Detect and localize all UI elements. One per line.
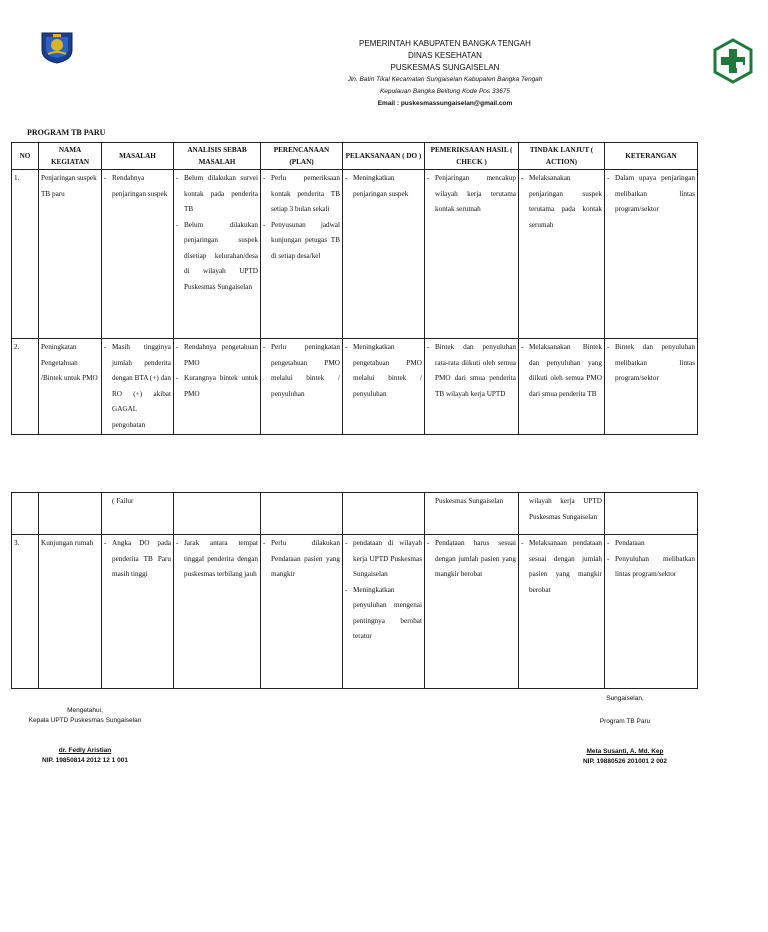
row-do: - Meningkatkan pengetahuan PMO melalui bintek / penyuluhan xyxy=(343,339,425,435)
list-item: Bintek dan penyuluhan melibatkan lintas program/sektor xyxy=(615,343,695,382)
list-item: Meningkatkan pengetahuan PMO melalui bintek / penyuluhan xyxy=(353,343,422,398)
row-no: 2. xyxy=(12,339,39,435)
list-item: Puskesmas Sungaiselan xyxy=(435,497,504,505)
list-item: Masih tingginya jumlah penderita dengan BTA (+) dan RO (+) akibat GAGAL pengobatan xyxy=(112,343,171,429)
row-kegiatan: Kunjungan rumah xyxy=(39,535,102,689)
row-analisis: - Rendahnya pengetahuan PMO - Kurangnya bintek untuk PMO xyxy=(174,339,261,435)
col-header-masalah: MASALAH xyxy=(102,143,174,170)
list-item: pendataan di wilayah kerja UPTD Puskesmas Sungaiselan xyxy=(353,539,422,578)
header-department: DINAS KESEHATAN xyxy=(408,51,482,60)
row-no: 1. xyxy=(12,170,39,339)
col-header-no: NO xyxy=(12,143,39,170)
list-item: Meningkatkan penyuluhan mengenai pentingnya berobat teratur xyxy=(353,585,422,640)
signature-right-nip: NIP. 19880526 201001 2 002 xyxy=(582,758,668,765)
row-analisis: - Jarak antara tempat tinggal penderita dengan puskesmas terbilang jauh xyxy=(174,535,261,689)
letterhead xyxy=(250,38,640,110)
row-action xyxy=(519,493,605,535)
col-header-do: PELAKSANAAN ( DO ) xyxy=(343,143,425,170)
table-row xyxy=(12,170,698,339)
row-masalah: - Rendahnya penjaringan suspek xyxy=(102,170,174,339)
row-action: - Melaksanakan Bintek dan penyuluhan yang diikuti oleh semua PMO dari smua penderita TB xyxy=(519,339,605,435)
list-item: Bintek dan penyuluhan rata-rata diikuti oleh semua PMO dari smua penderita TB wilayah kerja UPTD xyxy=(435,343,516,398)
signature-left-nip: NIP. 19850814 2012 12 1 001 xyxy=(42,757,128,764)
signature-left xyxy=(10,706,160,766)
row-masalah: - Angka DO pada penderita TB Paru masih tinggi xyxy=(102,535,174,689)
list-item: Belum dilakukan penjaringan suspek disetiap kelurahan/desa di wilayah UPTD Puskesmas Sungaiselan xyxy=(184,220,258,291)
list-item: Belum dilakukan survei kontak pada penderita TB xyxy=(184,174,258,213)
row-action: - Melaksanaan pendataan sesuai dengan jumlah pasien yang mangkir berobat xyxy=(519,535,605,689)
row-check: - Bintek dan penyuluhan rata-rata diikuti oleh semua PMO dari smua penderita TB wilayah kerja UPTD xyxy=(425,339,519,435)
list-item: Pendataan harus sesuai dengan jumlah pasien yang mangkir berobat xyxy=(435,539,516,578)
row-check xyxy=(425,493,519,535)
signature-right xyxy=(560,694,690,767)
program-table-continued xyxy=(11,492,698,689)
col-header-analisis: ANALISIS SEBAB MASALAH xyxy=(174,143,261,170)
signature-right-place: Sungaiselan, xyxy=(606,695,644,702)
row-no: 3. xyxy=(12,535,39,689)
table-row xyxy=(12,339,698,435)
list-item: Pendataan xyxy=(615,539,645,547)
signature-left-greeting: Mengetahui, xyxy=(67,707,103,714)
program-table xyxy=(11,142,698,435)
header-email: Email : puskesmassungaiselan@gmail.com xyxy=(377,100,513,107)
list-item: Perlu peningkatan pengetahuan PMO melalui bintek / penyuluhan xyxy=(271,343,340,398)
table-row xyxy=(12,535,698,689)
document-title: PROGRAM TB PARU xyxy=(27,128,106,137)
row-check: - Penjaringan mencakup wilayah kerja terutama kontak serumah xyxy=(425,170,519,339)
row-keterangan: - Bintek dan penyuluhan melibatkan lintas program/sektor xyxy=(605,339,698,435)
list-item: Perlu pemeriksaan kontak penderita TB setiap 3 bulan sekali xyxy=(271,174,340,213)
signature-left-position: Kepala UPTD Puskesmas Sungaiselan xyxy=(28,717,142,724)
list-item: Penjaringan mencakup wilayah kerja terutama kontak serumah xyxy=(435,174,516,213)
row-action: - Melaksanakan penjaringan suspek terutama pada kontak serumah xyxy=(519,170,605,339)
list-item: Penyusunan jadwal kunjungan petugas TB di setiap desa/kel xyxy=(271,220,340,260)
list-item: Melaksanaan pendataan sesuai dengan jumlah pasien yang mangkir berobat xyxy=(529,539,602,594)
row-masalah: - Masih tingginya jumlah penderita dengan BTA (+) dan RO (+) akibat GAGAL pengobatan xyxy=(102,339,174,435)
list-item: Penyuluhan melibatkan lintas program/sektor xyxy=(615,554,695,578)
list-item: Rendahnya penjaringan suspek xyxy=(112,174,168,198)
header-puskesmas: PUSKESMAS SUNGAISELAN xyxy=(390,63,500,72)
header-address: Jln. Batin Tikal Kecamatan Sungaiselan Kabupaten Bangka Tengah xyxy=(347,76,543,83)
list-item: Angka DO pada penderita TB Paru masih tinggi xyxy=(112,539,171,578)
table-row-continued xyxy=(12,493,698,535)
signature-left-name: dr. Fedly Aristian xyxy=(58,747,112,754)
col-header-kegiatan: NAMA KEGIATAN xyxy=(39,143,102,170)
col-header-check: PEMERIKSAAN HASIL ( CHECK ) xyxy=(425,143,519,170)
col-header-action: TINDAK LANJUT ( ACTION) xyxy=(519,143,605,170)
list-item: Kurangnya bintek untuk PMO xyxy=(184,374,258,398)
list-item: Melaksanakan Bintek dan penyuluhan yang diikuti oleh semua PMO dari smua penderita TB xyxy=(529,343,602,398)
header-postal: Kepulauan Bangka Belitung Kode Pos 33675 xyxy=(379,88,511,95)
row-keterangan: - Dalam upaya penjaringan melibatkan lintas program/sektor xyxy=(605,170,698,339)
row-masalah xyxy=(102,493,174,535)
puskesmas-cross-icon xyxy=(712,38,754,84)
table-header-row xyxy=(12,143,698,170)
list-item: Melaksanakan penjaringan suspek terutama pada kontak serumah xyxy=(529,174,602,229)
list-item: Meningkatkan penjaringan suspek xyxy=(353,174,409,198)
row-analisis: - Belum dilakukan survei kontak pada penderita TB - Belum dilakukan penjaringan suspek disetiap kelurahan/desa di wilayah UPTD Puskesmas Sungaiselan xyxy=(174,170,261,339)
list-item: Rendahnya pengetahuan PMO xyxy=(184,343,258,367)
col-header-keterangan: KETERANGAN xyxy=(605,143,698,170)
row-keterangan: - Pendataan - Penyuluhan melibatkan lintas program/sektor xyxy=(605,535,698,689)
row-do: - pendataan di wilayah kerja UPTD Puskesmas Sungaiselan - Meningkatkan penyuluhan mengenai pentingnya berobat teratur xyxy=(343,535,425,689)
row-kegiatan: Penjaringan suspek TB paru xyxy=(39,170,102,339)
signature-right-position: Program TB Paru xyxy=(599,718,651,725)
list-item: Jarak antara tempat tinggal penderita dengan puskesmas terbilang jauh xyxy=(184,539,258,578)
list-item: Dalam upaya penjaringan melibatkan lintas program/sektor xyxy=(615,174,695,213)
row-check: - Pendataan harus sesuai dengan jumlah pasien yang mangkir berobat xyxy=(425,535,519,689)
header-government: PEMERINTAH KABUPATEN BANGKA TENGAH xyxy=(359,39,531,48)
list-item: Perlu dilakukan Pendataan pasien yang mangkir xyxy=(271,539,340,578)
regency-emblem-icon xyxy=(38,30,76,64)
list-item: wilayah kerja UPTD Puskesmas Sungaiselan xyxy=(529,497,602,521)
row-plan: - Perlu dilakukan Pendataan pasien yang mangkir xyxy=(261,535,343,689)
row-plan: - Perlu peningkatan pengetahuan PMO melalui bintek / penyuluhan xyxy=(261,339,343,435)
signature-right-name: Meta Susanti, A. Md. Kep xyxy=(586,748,664,755)
row-do: - Meningkatkan penjaringan suspek xyxy=(343,170,425,339)
row-kegiatan: Peningkatan Pengetahuan /Bintek untuk PMO xyxy=(39,339,102,435)
col-header-plan: PERENCANAAN (PLAN) xyxy=(261,143,343,170)
list-item: ( Failur xyxy=(112,497,134,505)
row-plan: - Perlu pemeriksaan kontak penderita TB setiap 3 bulan sekali - Penyusunan jadwal kunjungan petugas TB di setiap desa/kel xyxy=(261,170,343,339)
